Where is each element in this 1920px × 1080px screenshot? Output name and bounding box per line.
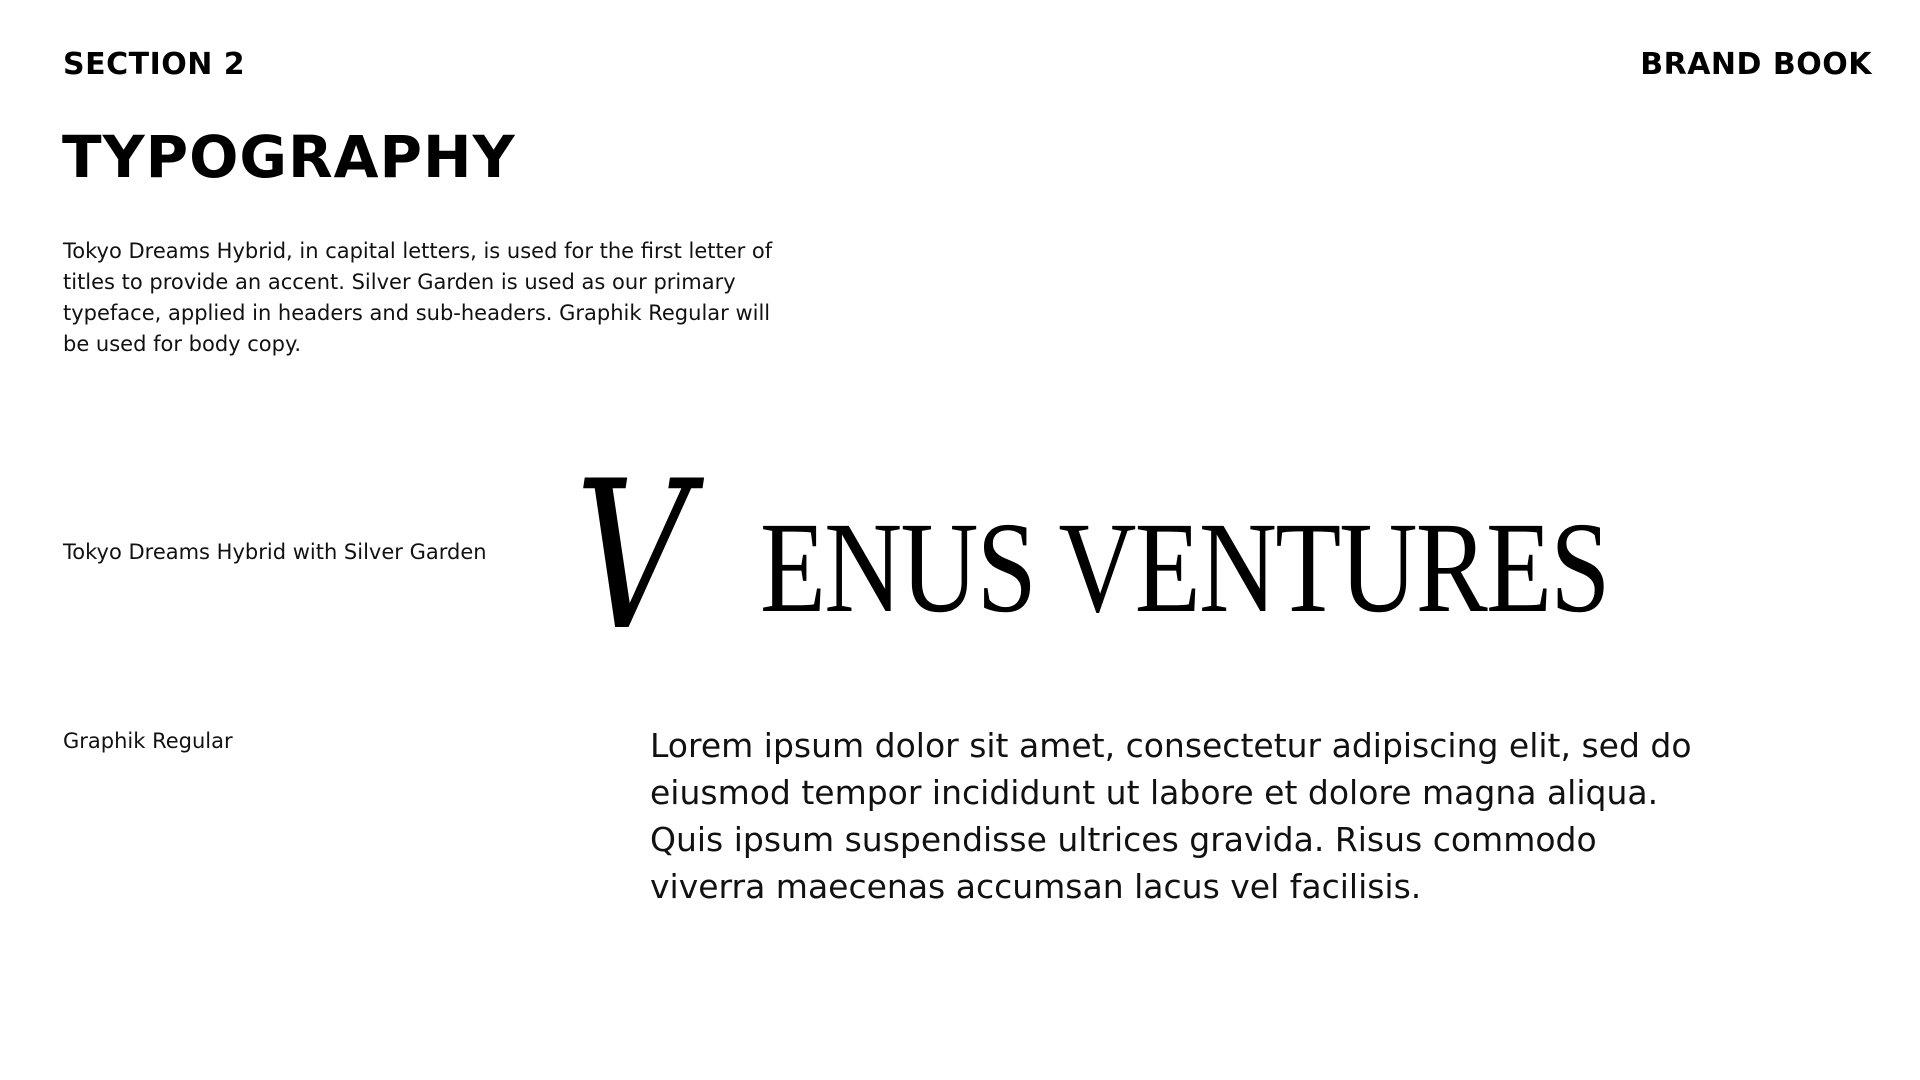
- display-wordmark: ENUS VENTURES: [760, 496, 1609, 640]
- page-title: TYPOGRAPHY: [62, 123, 516, 191]
- section-label: SECTION 2: [63, 47, 246, 82]
- display-type-sample: [575, 438, 1755, 676]
- body-type-sample: Lorem ipsum dolor sit amet, consectetur adipiscing elit, sed do eiusmod tempor incididunt ut labore et dolore magna aliqua. Quis ipsum suspendisse ultrices gravida. Risus commodo viverra maecenas accumsan lacus vel facilisis.: [650, 726, 1692, 906]
- brand-book-label: BRAND BOOK: [1640, 47, 1872, 82]
- display-font-label: Tokyo Dreams Hybrid with Silver Garden: [63, 540, 487, 564]
- display-initial-letter: V: [575, 438, 691, 676]
- intro-paragraph: Tokyo Dreams Hybrid, in capital letters, is used for the first letter of titles to provide an accent. Silver Garden is used as our primary typeface, applied in headers and sub-headers. Graphik Regular will be used for body copy.: [63, 239, 773, 356]
- body-font-label: Graphik Regular: [63, 729, 233, 753]
